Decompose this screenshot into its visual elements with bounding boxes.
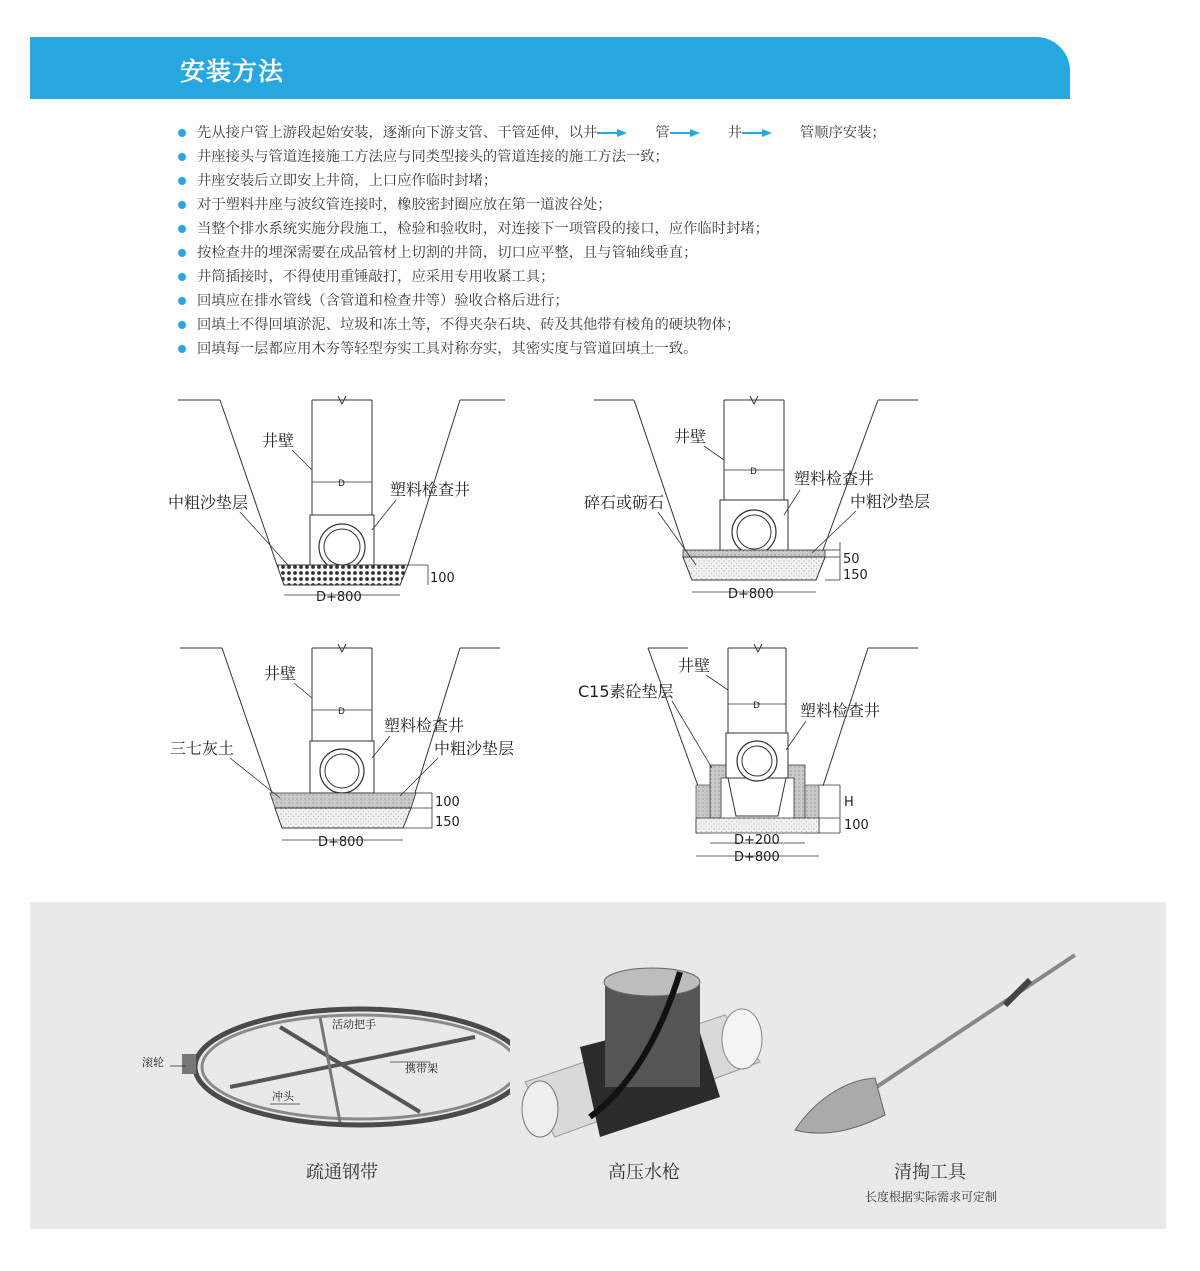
step-text: 回填每一层都应用木夯等轻型夯实工具对称夯实，其密实度与管道回填土一致。: [197, 341, 698, 357]
label-concrete: C15素砼垫层: [578, 682, 674, 701]
arrow-right-icon: [742, 129, 772, 137]
arrow-right-icon: [597, 129, 627, 137]
label-wall: 井壁: [678, 656, 711, 675]
dim-depth: 100: [844, 818, 869, 833]
dim-inner-width: D+200: [734, 833, 780, 848]
diagram-gravel-bedding: [578, 390, 958, 610]
diagram-concrete-bedding: [578, 638, 958, 868]
bullet-dot-icon: [178, 273, 186, 281]
tool-name-water-gun: 高压水枪: [608, 1162, 680, 1183]
dim-width: D+800: [734, 850, 780, 865]
list-item: [177, 217, 886, 241]
steel-band-image: [130, 982, 510, 1142]
arrow-right-icon: [670, 129, 700, 137]
list-item: [177, 241, 886, 265]
label-well: 塑料检查井: [384, 716, 465, 735]
label-wall: 井壁: [674, 427, 707, 446]
label-wall: 井壁: [262, 431, 295, 450]
bullet-dot-icon: [178, 129, 186, 137]
list-item: [177, 265, 886, 289]
section-header-bar: [30, 37, 1070, 99]
step-text: 对于塑料井座与波纹管连接时，橡胶密封圈应放在第一道波谷处；: [197, 197, 612, 213]
install-steps-list: [177, 121, 886, 361]
label-well: 塑料检查井: [800, 701, 881, 720]
dim-depth: 100: [430, 571, 455, 586]
dim-depth-2: 150: [435, 815, 460, 830]
dim-width: D+800: [318, 835, 364, 850]
bullet-dot-icon: [178, 177, 186, 185]
step-text-suffix: 管顺序安装；: [799, 125, 886, 141]
bullet-dot-icon: [178, 321, 186, 329]
tools-panel: [30, 902, 1166, 1229]
label-head: 冲头: [272, 1090, 294, 1103]
step-text: 当整个排水系统实施分段施工，检验和验收时，对连接下一项管段的接口，应作临时封堵；: [197, 221, 769, 237]
label-lime-soil: 三七灰土: [170, 739, 235, 758]
list-item: [177, 121, 886, 145]
step-text: 井筒插接时，不得使用重锤敲打，应采用专用收紧工具；: [197, 269, 555, 285]
scoop-tool-image: [785, 950, 1085, 1150]
step-text: 井座安装后立即安上井筒，上口应作临时封堵；: [197, 173, 498, 189]
label-rack: 携带架: [405, 1062, 438, 1075]
section-title: 安装方法: [180, 57, 285, 86]
label-gravel: 碎石或砺石: [584, 493, 665, 512]
list-item: [177, 193, 886, 217]
dim-depth-1: 50: [843, 552, 860, 567]
list-item: [177, 289, 886, 313]
label-roller: 滚轮: [142, 1056, 164, 1069]
bullet-dot-icon: [178, 249, 186, 257]
sequence-pipe-label: 管: [655, 125, 670, 141]
svg-text:D: D: [750, 467, 757, 477]
dim-width: D+800: [728, 587, 774, 602]
bullet-dot-icon: [178, 153, 186, 161]
dim-depth-1: 100: [435, 795, 460, 810]
bullet-dot-icon: [178, 345, 186, 353]
list-item: [177, 313, 886, 337]
tool-name-scoop: 清掏工具: [894, 1162, 966, 1183]
sequence-well-label: 井: [727, 125, 742, 141]
label-bedding: 中粗沙垫层: [434, 739, 515, 758]
step-text: 回填土不得回填淤泥、垃圾和冻土等，不得夹杂石块、砖及其他带有棱角的硬块物体；: [197, 317, 741, 333]
dim-height: H: [844, 795, 854, 810]
bullet-dot-icon: [178, 225, 186, 233]
tool-name-steel-band: 疏通钢带: [306, 1162, 378, 1183]
label-bedding: 中粗沙垫层: [168, 493, 249, 512]
diagram-lime-soil-bedding: [160, 638, 520, 858]
svg-text:D: D: [338, 707, 345, 717]
bullet-dot-icon: [178, 297, 186, 305]
step-text-prefix: 先从接户管上游段起始安装，逐渐向下游支管、干管延伸，以井: [197, 125, 598, 141]
dim-depth-2: 150: [843, 568, 868, 583]
label-bedding: 中粗沙垫层: [850, 492, 931, 511]
tool-note-scoop: 长度根据实际需求可定制: [864, 1190, 997, 1204]
label-well: 塑料检查井: [390, 480, 471, 499]
list-item: [177, 337, 886, 361]
step-text: 回填应在排水管线（含管道和检查井等）验收合格后进行；: [197, 293, 569, 309]
diagram-sand-bedding: [160, 390, 520, 610]
label-wall: 井壁: [264, 664, 297, 683]
step-text: 井座接头与管道连接施工方法应与同类型接头的管道连接的施工方法一致；: [197, 149, 669, 165]
svg-text:D: D: [753, 701, 760, 711]
label-well: 塑料检查井: [794, 469, 875, 488]
list-item: [177, 169, 886, 193]
bullet-dot-icon: [178, 201, 186, 209]
water-gun-image: [510, 957, 790, 1157]
dim-width: D+800: [316, 590, 362, 605]
svg-text:D: D: [338, 479, 345, 489]
label-handle: 活动把手: [332, 1018, 376, 1031]
list-item: [177, 145, 886, 169]
step-text: 按检查井的埋深需要在成品管材上切割的井筒，切口应平整，且与管轴线垂直；: [197, 245, 698, 261]
